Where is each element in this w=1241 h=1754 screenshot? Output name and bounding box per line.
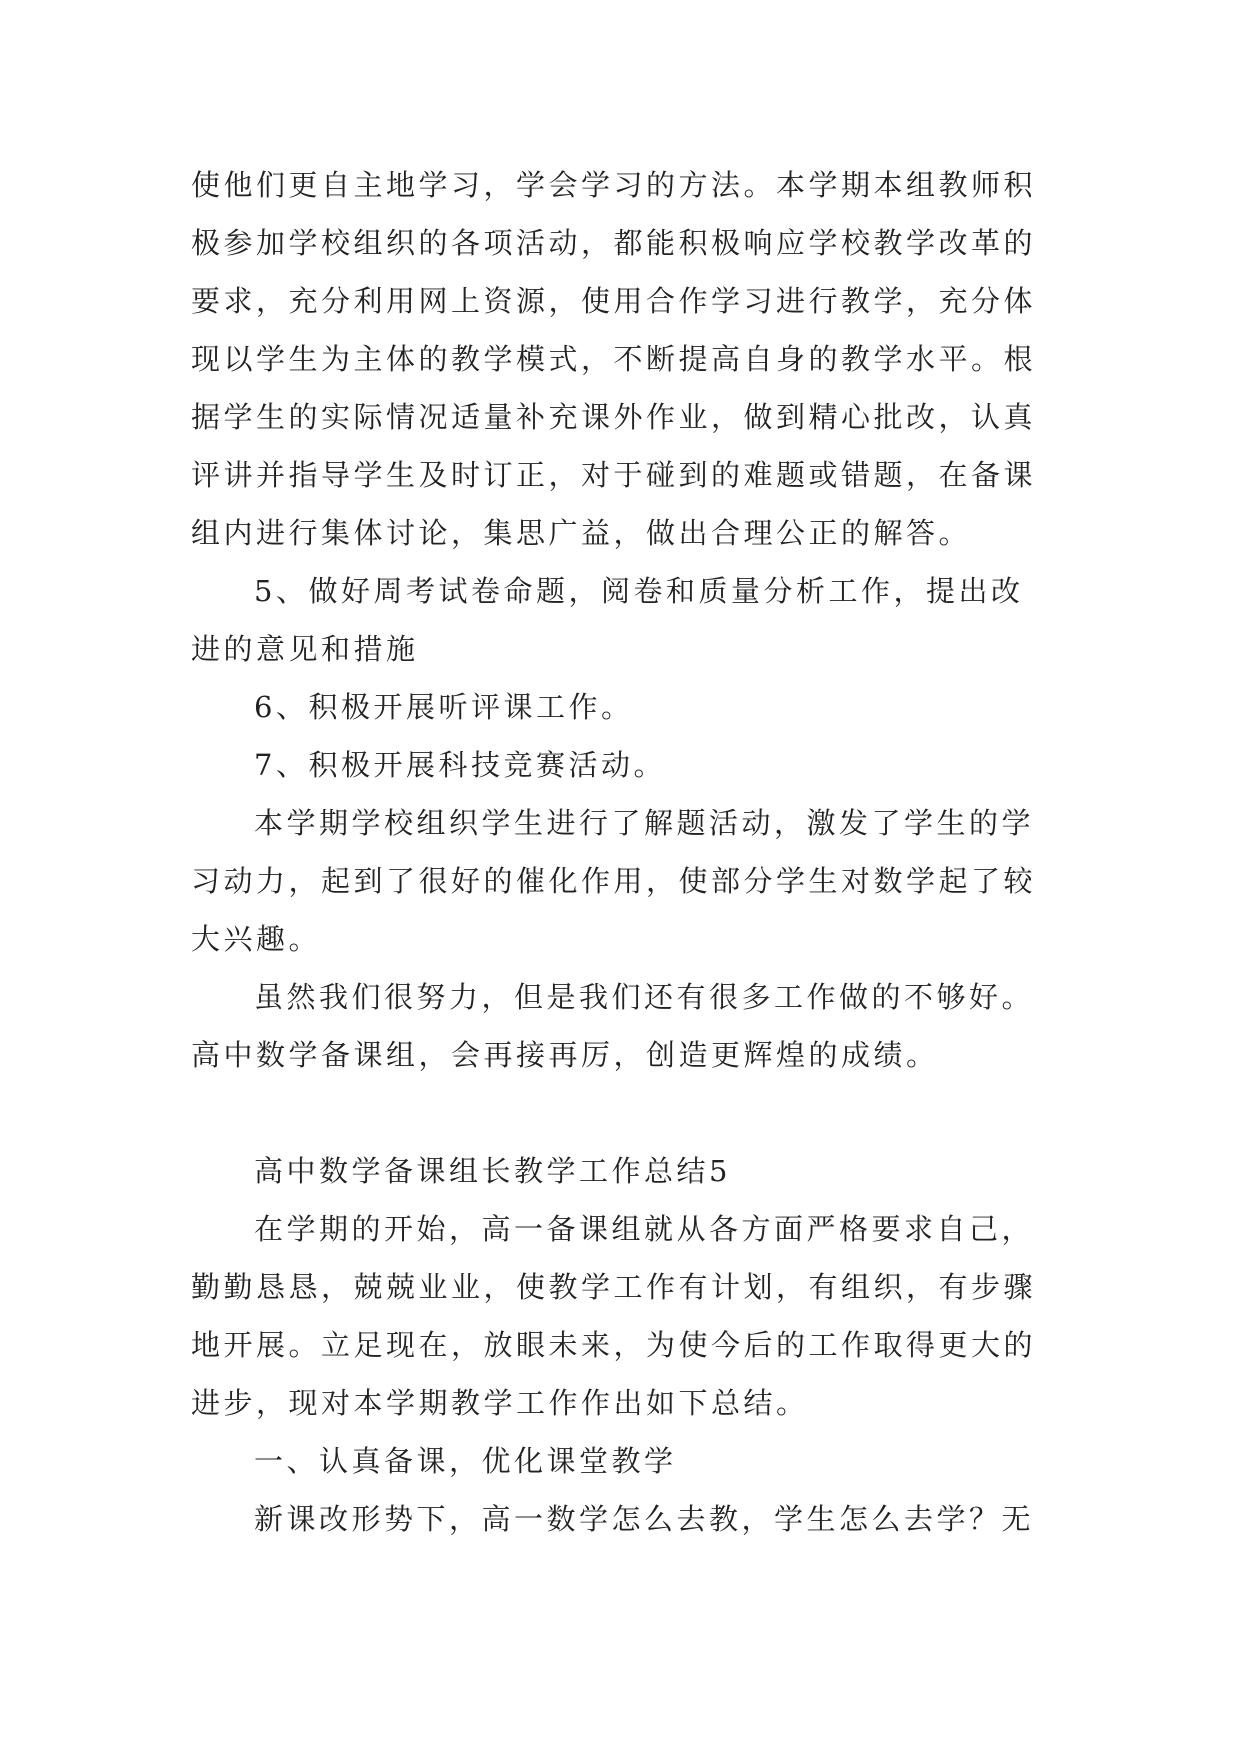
paragraph-line: 要求，充分利用网上资源，使用合作学习进行教学，充分体 <box>191 284 1037 318</box>
paragraph-line: 勤勤恳恳，兢兢业业，使教学工作有计划，有组织，有步骤 <box>191 1270 1037 1304</box>
paragraph-line: 进步，现对本学期教学工作作出如下总结。 <box>191 1386 809 1420</box>
list-item-5: 5、做好周考试卷命题，阅卷和质量分析工作，提出改 <box>254 574 1024 608</box>
paragraph-line: 进的意见和措施 <box>191 632 419 666</box>
subsection-heading: 一、认真备课，优化课堂教学 <box>254 1444 677 1478</box>
paragraph-line: 使他们更自主地学习，学会学习的方法。本学期本组教师积 <box>191 168 1037 202</box>
paragraph-line: 大兴趣。 <box>191 922 322 956</box>
section-title: 高中数学备课组长教学工作总结5 <box>254 1154 731 1188</box>
paragraph-line: 组内进行集体讨论，集思广益，做出合理公正的解答。 <box>191 516 972 550</box>
list-item-7: 7、积极开展科技竞赛活动。 <box>254 748 666 782</box>
paragraph-line: 高中数学备课组，会再接再厉，创造更辉煌的成绩。 <box>191 1038 939 1072</box>
paragraph-line: 评讲并指导学生及时订正，对于碰到的难题或错题，在备课 <box>191 458 1037 492</box>
paragraph-line: 地开展。立足现在，放眼未来，为使今后的工作取得更大的 <box>191 1328 1037 1362</box>
paragraph-line: 本学期学校组织学生进行了解题活动，激发了学生的学 <box>254 806 1035 840</box>
paragraph-line: 极参加学校组织的各项活动，都能积极响应学校教学改革的 <box>191 226 1037 260</box>
paragraph-line: 在学期的开始，高一备课组就从各方面严格要求自己， <box>254 1212 1035 1246</box>
paragraph-line: 新课改形势下，高一数学怎么去教，学生怎么去学？无 <box>254 1502 1035 1536</box>
paragraph-line: 虽然我们很努力，但是我们还有很多工作做的不够好。 <box>254 980 1035 1014</box>
paragraph-line: 据学生的实际情况适量补充课外作业，做到精心批改，认真 <box>191 400 1037 434</box>
paragraph-line: 习动力，起到了很好的催化作用，使部分学生对数学起了较 <box>191 864 1037 898</box>
list-item-6: 6、积极开展听评课工作。 <box>254 690 634 724</box>
paragraph-line: 现以学生为主体的教学模式，不断提高自身的教学水平。根 <box>191 342 1037 376</box>
